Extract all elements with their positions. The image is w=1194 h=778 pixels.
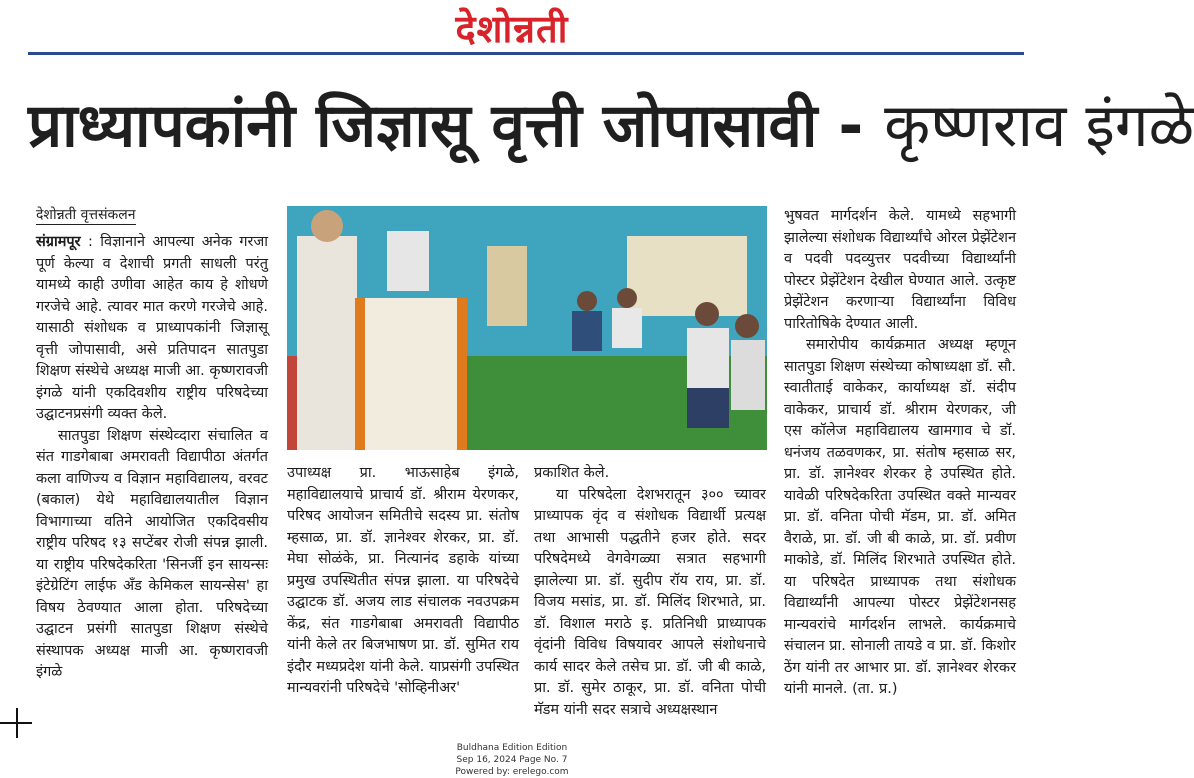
article-paragraph: या परिषदेला देशभरातून ३०० च्यावर प्राध्यापक वृंद व संशोधक विद्यार्थी प्रत्यक्ष तथा आभासी पद्धतीने हजर होते. सदर परिषदेमध्ये वेगवेगळ्या सत्रात सहभागी झालेल्या प्रा. डॉ. सुदीप रॉय राय, प्रा. डॉ. विजय मसांड, प्रा. डॉ. मिलिंद शिरभाते, प्रा. डॉ. विशाल मराठे इ. प्रतिनिधी प्राध्यापक वृंदांनी विविध विषयावर आपले संशोधनाचे कार्य सादर केले तसेच प्रा. डॉ. जी बी काळे, प्रा. डॉ. सुमेर ठाकूर, प्रा. डॉ. वनिता पोची मॅडम यांनी सदर सत्राचे अध्यक्षस्थान <box>534 486 766 718</box>
headline <box>28 74 1194 178</box>
dateline: संग्रामपूर <box>36 234 81 250</box>
masthead <box>0 0 1024 52</box>
masthead-rule <box>28 52 1024 55</box>
byline: देशोन्नती वृत्तसंकलन <box>36 207 136 223</box>
article-paragraph: प्रकाशित केले. <box>534 465 610 481</box>
article-paragraph: भुषवत मार्गदर्शन केले. यामध्ये सहभागी झालेल्या संशोधक विद्यार्थ्यांचे ओरल प्रेझेंटेशन व पदवी पदव्युत्तर पदवीच्या विद्यार्थ्यांनी पोस्टर प्रेझेंटेशन देखील घेण्यात आले. उत्कृष्ट प्रेझेंटेशन करणाऱ्या विद्यार्थ्यांना विविध पारितोषिके देण्यात आली. <box>784 208 1016 332</box>
article-paragraph: उपाध्यक्ष प्रा. भाऊसाहेब इंगळे, महाविद्यालयाचे प्राचार्य डॉ. श्रीराम येरणकर, परिषद आयोजन समितीचे सदस्य प्रा. संतोष म्हसाळ, प्रा. डॉ. ज्ञानेश्वर शेरकर, प्रा. डॉ. मेघा सोळंके, प्रा. नित्यानंद डहाके यांच्या प्रमुख उपस्थितीत संपन्न झाला. या परिषदेचे उद्घाटक डॉ. अजय लाड संचालक नवउपक्रम केंद्र, संत गाडगेबाबा अमरावती विद्यापीठ यांनी केले तर बिजभाषण प्रा. डॉ. सुमित राय इंदौर मध्यप्रदेश यांनी केले. याप्रसंगी उपस्थित मान्यवरांनी परिषदेचे 'सोव्हिनीअर' <box>287 465 519 696</box>
event-photo <box>287 206 767 450</box>
article-column-1 <box>36 232 268 684</box>
article-column-2 <box>287 463 519 700</box>
article-column-4 <box>784 206 1016 701</box>
article-paragraph: संग्रामपूर : विज्ञानाने आपल्या अनेक गरजा पूर्ण केल्या व देशाची प्रगती साधली परंतु यामध्ये काही उणीवा आहेत काय हे शोधणे गरजेचे आहे. त्यावर मात करणे गरजेचे आहे. यासाठी संशोधक व प्राध्यापकांनी जिज्ञासू वृत्ती जोपासावी, असे प्रतिपादन सातपुडा शिक्षण संस्थेचे अध्यक्ष माजी आ. कृष्णरावजी इंगळे यांनी एकदिवशीय राष्ट्रीय परिषदेच्या उद्घाटनप्रसंगी व्यक्त केले. <box>36 234 268 422</box>
headline-speaker: कृष्णराव इंगळे <box>884 91 1194 161</box>
date-page-label: Sep 16, 2024 Page No. 7 <box>456 755 568 765</box>
article-paragraph: समारोपीय कार्यक्रमात अध्यक्ष म्हणून सातपुडा शिक्षण संस्थेच्या कोषाध्यक्षा डॉ. सौ. स्वातीताई वाकेकर, कार्याध्यक्ष डॉ. संदीप वाकेकर, प्राचार्य डॉ. श्रीराम येरणकर, जी एस कॉलेज महाविद्यालय खामगाव चे डॉ. धनंजय तळवणकर, प्रा. संतोष म्हसाळ सर, प्रा. डॉ. ज्ञानेश्वर शेरकर हे उपस्थित होते. यावेळी परिषदेकरिता उपस्थित वक्ते मान्यवर प्रा. डॉ. वनिता पोची मॅडम, प्रा. डॉ. अमित वैराळे, प्रा. डॉ. जी बी काळे, प्रा. डॉ. प्रवीण माकोडे, डॉ. मिलिंद शिरभाते उपस्थित होते. या परिषदेत प्राध्यापक तथा संशोधक विद्यार्थ्यांनी आपल्या पोस्टर प्रेझेंटेशनसह मान्यवरांचे मार्गदर्शन लाभले. कार्यक्रमाचे संचालन प्रा. सोनाली तायडे व प्रा. डॉ. किशोर ठेंग यांनी तर आभार प्रा. डॉ. ज्ञानेश्वर शेरकर यांनी मानले. (ता. प्र.) <box>784 337 1016 697</box>
powered-by-label: Powered by: erelego.com <box>455 767 569 777</box>
article-paragraph: सातपुडा शिक्षण संस्थेव्दारा संचालित व संत गाडगेबाबा अमरावती विद्यापीठा अंतर्गत कला वाणिज्य व विज्ञान महाविद्यालय, वरवट (बकाल) येथे महाविद्यालयातील विज्ञान विभागाच्या वतिने आयोजित एकदिवसीय राष्ट्रीय परिषद १३ सप्टेंबर रोजी संपन्न झाली. या राष्ट्रीय परिषदेकरिता 'सिनर्जी इन सायन्सः इंटेग्रेटिंग लाईफ अँड केमिकल सायन्सेस' हा विषय ठेवण्यात आला होता. परिषदेच्या उद्घाटन प्रसंगी सातपुडा शिक्षण संस्थेचे संस्थापक अध्यक्ष माजी आ. कृष्णरावजी इंगळे <box>36 427 268 680</box>
page-footer <box>0 742 1024 778</box>
newspaper-logo: देशोन्नती <box>455 7 569 51</box>
article-column-3 <box>534 463 766 721</box>
crop-mark <box>16 708 18 738</box>
edition-label: Buldhana Edition Edition <box>456 743 568 753</box>
headline-main: प्राध्यापकांनी जिज्ञासू वृत्ती जोपासावी - <box>28 91 864 161</box>
event-photo-illustration <box>287 206 767 450</box>
